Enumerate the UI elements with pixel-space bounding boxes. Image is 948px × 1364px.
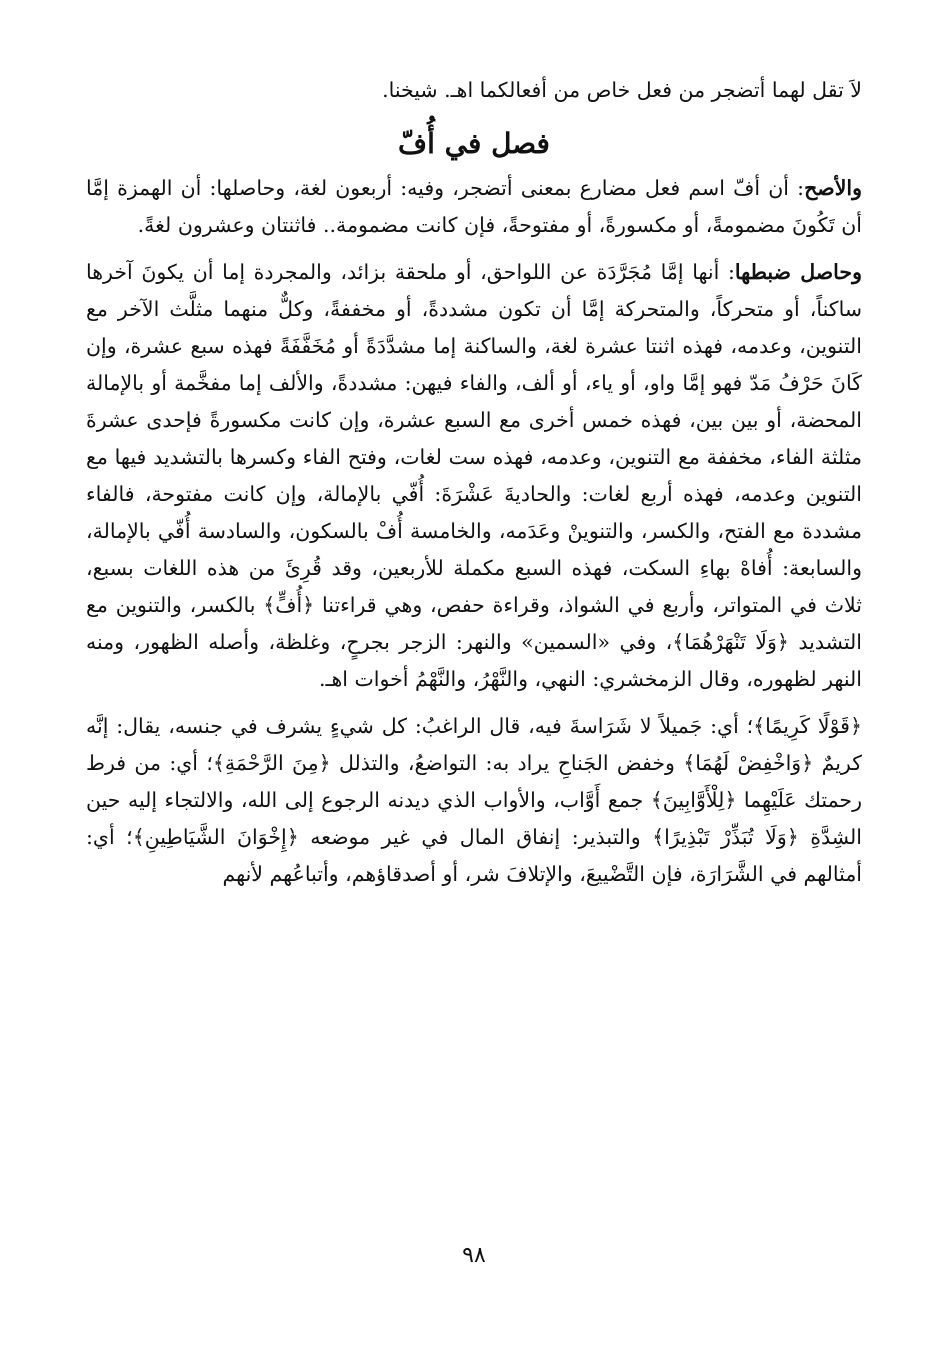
paragraph-1: [86, 170, 862, 244]
paragraph-2-lead: وحاصل ضبطها: [734, 260, 862, 284]
document-page: [86, 72, 862, 903]
section-heading: فصل في أُفّ: [398, 127, 550, 160]
intro-line: لاَ تقل لهما أتضجر من فعل خاص من أفعالكما اهـ. شيخنا.: [382, 78, 862, 102]
paragraph-1-text: : أن أفّ اسم فعل مضارع بمعنى أتضجر، وفيه: أربعون لغة، وحاصلها: أن الهمزة إمَّا أن تَكُونَ مضمومةً، أو مكسورةً، أو مفتوحةً، فإن كانت مضمومة.. فاثنتان وعشرون لغةً.: [86, 176, 862, 237]
page-number: ٩٨: [462, 1243, 486, 1268]
paragraph-1-lead: والأصح: [804, 176, 862, 200]
paragraph-2-text: : أنها إمَّا مُجَرَّدَة عن اللواحق، أو ملحقة بزائد، والمجردة إما أن يكونَ آخرها ساكناً، أو متحركاً، والمتحركة إمَّا أن تكون مشددةً، أو مخففةً، وكلٌّ منهما مثلَّث الآخر مع التنوين، وعدمه، فهذه اثنتا عشرة لغة، والساكنة إما مشدَّدَةً أو مُخَفَّفَةً فهذه سبع عشرة، وإن كَانَ حَرْفُ مَدّ فهو إمَّا واو، أو ياء، أو ألف، والفاء فيهن: مشددةً، والألف إما مفخَّمة أو بالإمالة المحضة، أو بين بين، فهذه خمس أخرى مع السبع عشرة، وإن كانت مكسورةً فإحدى عشرةَ مثلثة الفاء، مخففة مع التنوين، وعدمه، فهذه ست لغات، وفتح الفاء وكسرها بالتشديد فيها مع التنوين وعدمه، فهذه أربع لغات: والحاديةَ عَشْرَةَ: أُفّي بالإمالة، وإن كانت مفتوحة، فالفاء مشددة مع الفتح، والكسر، والتنوينْ وعَدَمه، والخامسة أُفْ بالسكون، والسادسة أُفّي بالإمالة، والسابعة: أُفاهْ بهاءِ السكت، فهذه السبع مكملة للأربعين، وقد قُرِئَ من هذه اللغات بسبع، ثلاث في المتواتر، وأربع في الشواذ، وقراءة حفص، وهي قراءتنا ﴿أُفٍّ﴾ بالكسر، والتنوين مع التشديد ﴿وَلَا تَنْهَرْهُمَا﴾، وفي «السمين» والنهر: الزجر بجرحٍ، وغلظة، وأصله الظهور، ومنه النهر لظهوره، وقال الزمخشري: النهي، والنَّهْرُ، والنَّهْمُ أخوات اهـ.: [86, 260, 862, 691]
paragraph-3-text: ﴿قَوْلًا كَرِيمًا﴾؛ أي: جَميلاً لا شَرَاسةَ فيه، قال الراغبُ: كل شيءٍ يشرف في جنسه، يقال: إنَّه كريمٌ ﴿وَاخْفِضْ لَهُمَا﴾ وخفض الجَناحِ يراد به: التواضعُ، والتذلل ﴿مِنَ الرَّحْمَةِ﴾؛ أي: من فرط رحمتك عَلَيْهِما ﴿لِلْأَوَّابِينَ﴾ جمع أَوَّاب، والأواب الذي ديدنه الرجوع إلى الله، والالتجاء إليه حين الشِدَّةِ ﴿وَلَا تُبَذِّرْ تَبْذِيرًا﴾ والتبذير: إنفاق المال في غير موضعه ﴿إِخْوَانَ الشَّيَاطِينِ﴾؛ أي: أمثالهم في الشَّرَارَة، فإن التَّضْييعَ، والإتلافَ شر، أو أصدقاؤهم، وأتباعُهم لأنهم: [86, 714, 862, 886]
paragraph-2: [86, 254, 862, 698]
paragraph-3: [86, 708, 862, 893]
